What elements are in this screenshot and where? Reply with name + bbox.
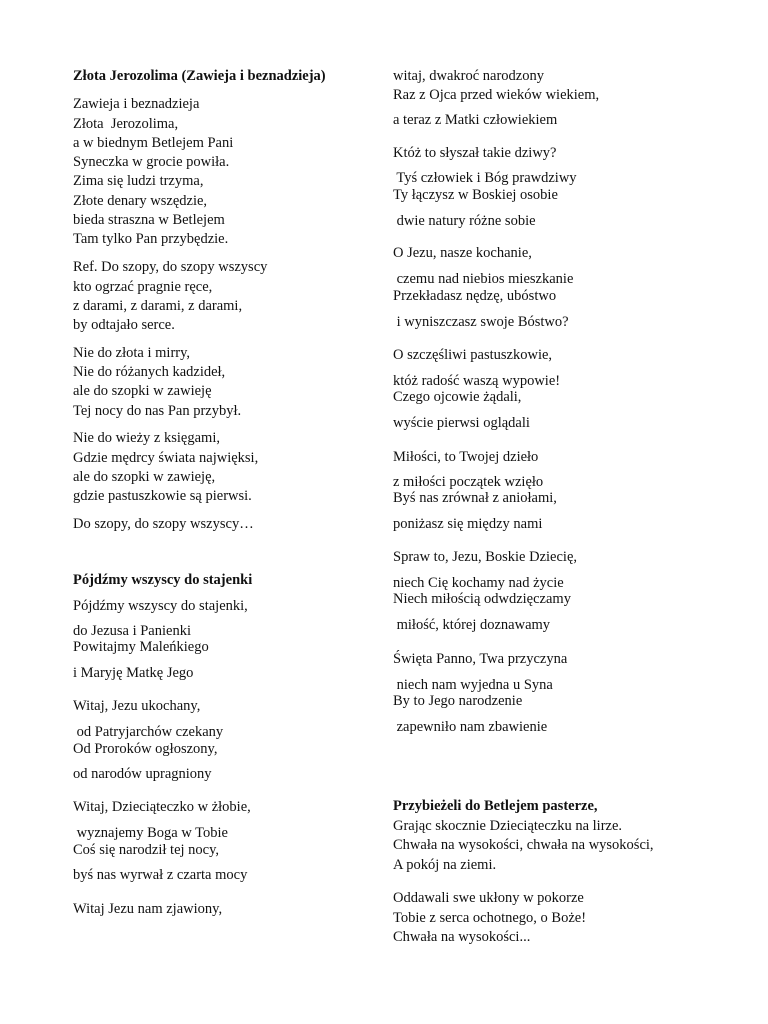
verse-line: i wyniszczasz swoje Bóstwo? [393,314,569,330]
verse-line: Oddawali swe ukłony w pokorze [393,890,584,906]
verse-line: ale do szopki w zawieję, [73,469,216,485]
verse-line: by odtajało serce. [73,317,175,333]
verse-line: wyście pierwsi oglądali [393,415,530,431]
verse-line: Do szopy, do szopy wszyscy… [73,516,254,532]
verse-line: Witaj, Jezu ukochany, [73,698,201,714]
verse-line: Grając skocznie Dzieciąteczku na lirze. [393,818,623,834]
verse-line: Zima się ludzi trzyma, [73,173,204,189]
verse-line: Tej nocy do nas Pan przybył. [73,403,242,419]
verse-line: niech nam wyjedna u Syna [393,677,553,693]
verse-line: Miłości, to Twojej dzieło [393,449,539,465]
verse-line: Powitajmy Maleńkiego [73,639,209,655]
verse-line: wyznajemy Boga w Tobie [73,825,228,841]
verse-line: dwie natury różne sobie [393,213,536,229]
verse-line: Złota Jerozolima, [73,116,179,132]
verse-line: Święta Panno, Twa przyczyna [393,651,568,667]
verse-line: Byś nas zrównał z aniołami, [393,490,557,506]
verse-line: witaj, dwakroć narodzony [393,68,544,84]
song-title: Złota Jerozolima (Zawieja i beznadzieja) [73,68,326,84]
verse-line: miłość, której doznawamy [393,617,551,633]
verse-line: O Jezu, nasze kochanie, [393,245,532,261]
verse-line: Czego ojcowie żądali, [393,389,522,405]
verse-line: Nie do różanych kadzideł, [73,364,226,380]
verse-line: Nie do złota i mirry, [73,345,191,361]
verse-line: zapewniło nam zbawienie [393,719,548,735]
verse-line: czemu nad niebios mieszkanie [393,271,574,287]
verse-line: bieda straszna w Betlejem [73,212,225,228]
verse-line: Ty łączysz w Boskiej osobie [393,187,558,203]
verse-line: a w biednym Betlejem Pani [73,135,234,151]
verse-line: niech Cię kochamy nad życie [393,575,564,591]
verse-line: z miłości początek wzięło [393,474,544,490]
verse-line: Chwała na wysokości... [393,929,531,945]
verse-line: Spraw to, Jezu, Boskie Dziecię, [393,549,578,565]
verse-line: Coś się narodził tej nocy, [73,842,220,858]
verse-line: Zawieja i beznadzieja [73,96,200,112]
verse-line: któż radość waszą wypowie! [393,373,561,389]
verse-line: a teraz z Matki człowiekiem [393,112,558,128]
verse-line: poniżasz się między nami [393,516,543,532]
verse-line: z darami, z darami, z darami, [73,298,243,314]
song-title: Przybieżeli do Betlejem pasterze, [393,798,598,814]
verse-line: Tobie z serca ochotnego, o Boże! [393,910,587,926]
verse-line: Pójdźmy wszyscy do stajenki, [73,598,248,614]
verse-line: Przekładasz nędzę, ubóstwo [393,288,557,304]
verse-line: Złote denary wszędzie, [73,193,208,209]
verse-line: A pokój na ziemi. [393,857,497,873]
verse-line: Witaj Jezu nam zjawiony, [73,901,223,917]
verse-line: Niech miłością odwdzięczamy [393,591,571,607]
verse-line: Raz z Ojca przed wieków wiekiem, [393,87,600,103]
verse-line: Gdzie mędrcy świata najwięksi, [73,450,259,466]
verse-line: do Jezusa i Panienki [73,623,191,639]
verse-line: Od Proroków ogłoszony, [73,741,218,757]
verse-line: By to Jego narodzenie [393,693,523,709]
verse-line: od narodów upragniony [73,766,212,782]
verse-line: Syneczka w grocie powiła. [73,154,230,170]
verse-line: Tam tylko Pan przybędzie. [73,231,229,247]
verse-line: Ref. Do szopy, do szopy wszyscy [73,259,268,275]
verse-line: O szczęśliwi pastuszkowie, [393,347,553,363]
verse-line: Witaj, Dzieciąteczko w żłobie, [73,799,251,815]
verse-line: Któż to słyszał takie dziwy? [393,145,557,161]
verse-line: Tyś człowiek i Bóg prawdziwy [393,170,577,186]
song-title: Pójdźmy wszyscy do stajenki [73,572,253,588]
verse-line: kto ogrzać pragnie ręce, [73,279,213,295]
verse-line: od Patryjarchów czekany [73,724,224,740]
verse-line: Nie do wieży z księgami, [73,430,220,446]
verse-line: Chwała na wysokości, chwała na wysokości, [393,837,654,853]
verse-line: byś nas wyrwał z czarta mocy [73,867,248,883]
verse-line: ale do szopki w zawieję [73,383,212,399]
verse-line: i Maryję Matkę Jego [73,665,194,681]
verse-line: gdzie pastuszkowie są pierwsi. [73,488,252,504]
